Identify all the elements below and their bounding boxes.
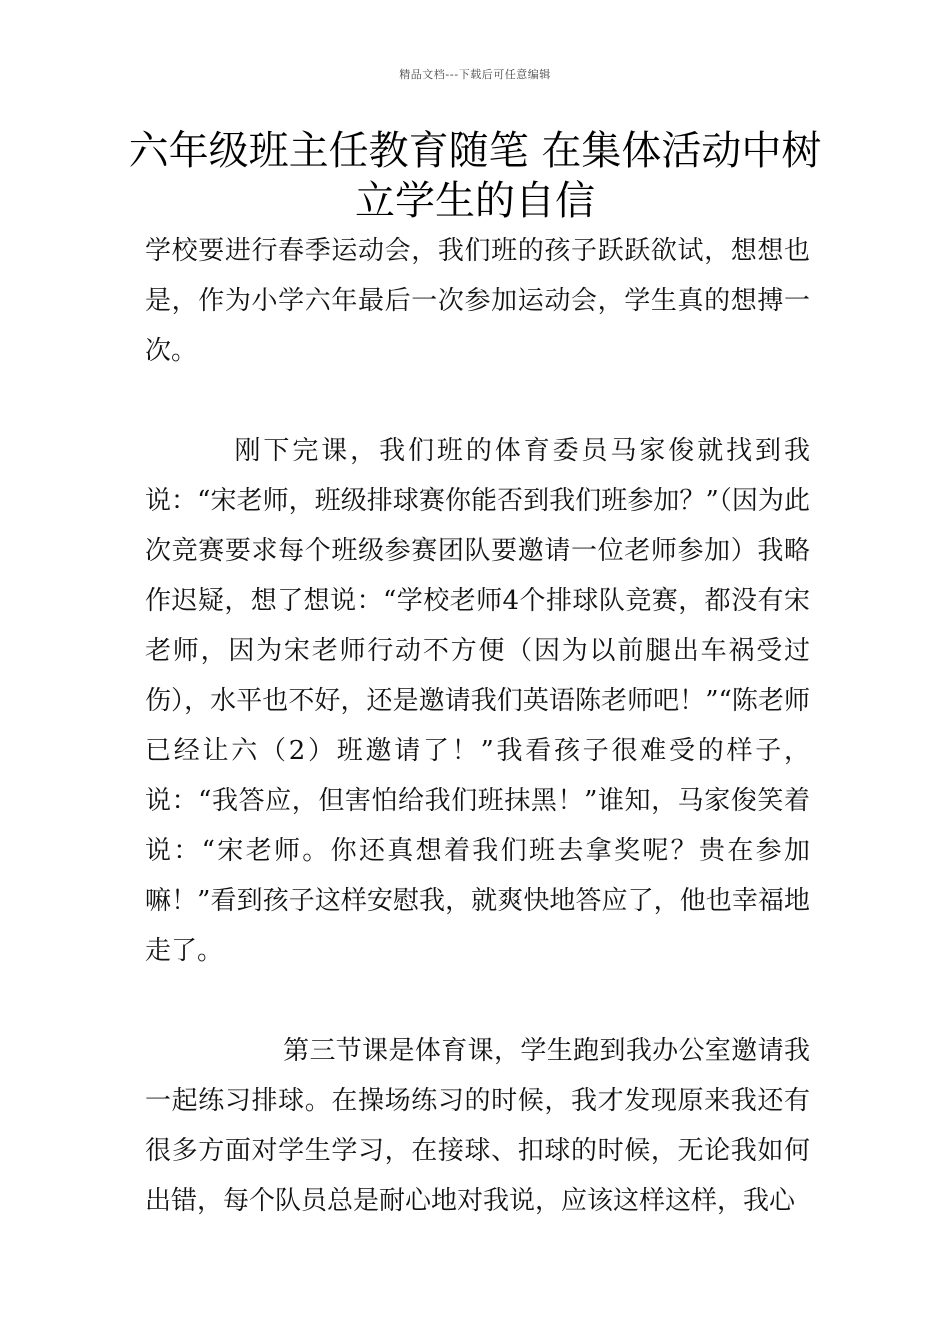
paragraph-2: 刚下完课，我们班的体育委员马家俊就找到我说：“宋老师，班级排球赛你能否到我们班参加？”（因为此次竞赛要求每个班级参赛团队要邀请一位老师参加）我略作迟疑，想了想说：“学校老师4个排球队竞赛，都没有宋老师，因为宋老师行动不方便（因为以前腿出车祸受过伤），水平也不好，还是邀请我们英语陈老师吧！”“陈老师已经让六（2）班邀请了！”我看孩子很难受的样子，说：“我答应，但害怕给我们班抹黑！”谁知，马家俊笑着说：“宋老师。你还真想着我们班去拿奖呢？贵在参加嘛！”看到孩子这样安慰我，就爽快地答应了，他也幸福地走了。 bbox=[145, 436, 810, 966]
paragraph-gap bbox=[145, 976, 810, 1026]
paragraph-1: 学校要进行春季运动会，我们班的孩子跃跃欲试，想想也是，作为小学六年最后一次参加运动会，学生真的想搏一次。 bbox=[145, 236, 810, 366]
document-title: 六年级班主任教育随笔 在集体活动中树立学生的自信 bbox=[128, 128, 822, 224]
document-body bbox=[145, 226, 810, 1226]
paragraph-gap bbox=[145, 376, 810, 426]
paragraph-3: 第三节课是体育课，学生跑到我办公室邀请我一起练习排球。在操场练习的时候，我才发现原来我还有很多方面对学生学习，在接球、扣球的时候，无论我如何出错，每个队员总是耐心地对我说，应该这样这样，我心 bbox=[145, 1036, 811, 1216]
header-note: 精品文档---下载后可任意编辑 bbox=[399, 68, 551, 81]
